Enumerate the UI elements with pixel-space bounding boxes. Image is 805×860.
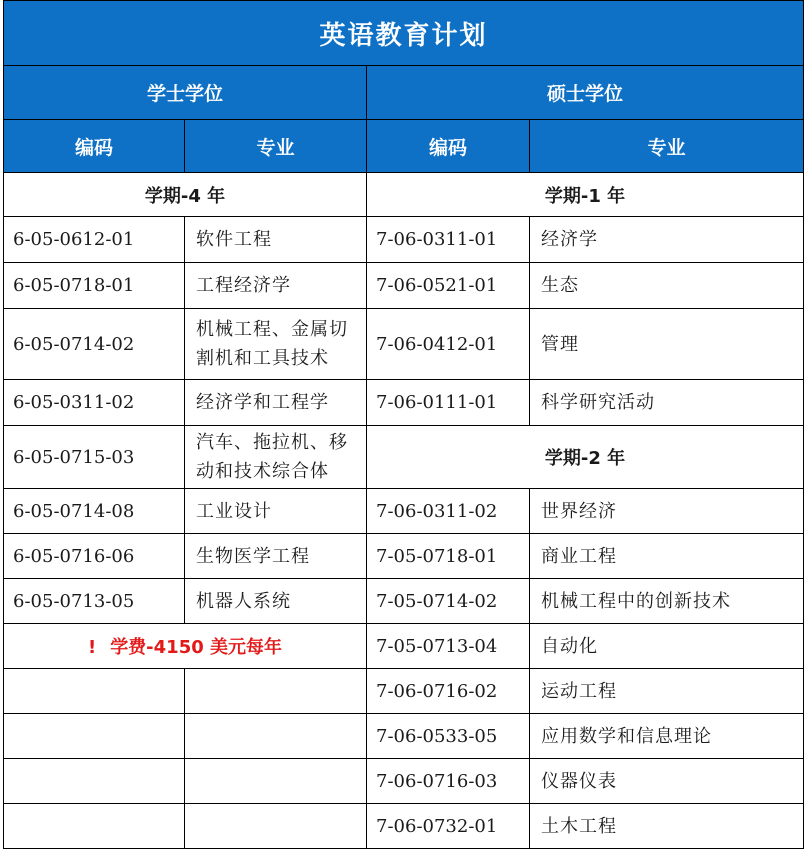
table-row <box>4 534 804 579</box>
empty-cell <box>185 759 367 804</box>
bachelor-code: 6-05-0715-03 <box>4 426 185 489</box>
tuition-fee-text: 学费-4150 美元每年 <box>110 637 283 658</box>
master-major-header: 专业 <box>530 120 804 173</box>
master-major: 应用数学和信息理论 <box>530 714 804 759</box>
master-major: 商业工程 <box>530 534 804 579</box>
bachelor-code-header: 编码 <box>4 120 185 173</box>
bachelor-code: 6-05-0714-08 <box>4 489 185 534</box>
master-code: 7-05-0713-04 <box>367 624 530 669</box>
fee-exclamation: ! <box>87 637 97 658</box>
master-semester-1: 学期-1 年 <box>367 173 804 217</box>
master-major: 世界经济 <box>530 489 804 534</box>
master-code: 7-05-0714-02 <box>367 579 530 624</box>
master-code-header: 编码 <box>367 120 530 173</box>
education-plan-table <box>3 0 804 849</box>
master-major: 科学研究活动 <box>530 380 804 426</box>
table-row <box>4 669 804 714</box>
bachelor-code: 6-05-0716-06 <box>4 534 185 579</box>
bachelor-semester: 学期-4 年 <box>4 173 367 217</box>
bachelor-major: 经济学和工程学 <box>185 380 367 426</box>
table-title: 英语教育计划 <box>4 1 804 66</box>
bachelor-major: 汽车、拖拉机、移动和技术综合体 <box>185 426 367 489</box>
empty-cell <box>185 669 367 714</box>
bachelor-code: 6-05-0714-02 <box>4 309 185 380</box>
empty-cell <box>185 804 367 849</box>
master-code: 7-06-0716-02 <box>367 669 530 714</box>
bachelor-major: 工业设计 <box>185 489 367 534</box>
master-code: 7-06-0311-01 <box>367 217 530 263</box>
master-header: 硕士学位 <box>367 66 804 120</box>
table-row <box>4 759 804 804</box>
master-major: 土木工程 <box>530 804 804 849</box>
table-row <box>4 263 804 309</box>
bachelor-major: 机器人系统 <box>185 579 367 624</box>
empty-cell <box>4 804 185 849</box>
table-row <box>4 579 804 624</box>
master-major: 仪器仪表 <box>530 759 804 804</box>
table-row <box>4 426 804 489</box>
bachelor-major: 工程经济学 <box>185 263 367 309</box>
master-code: 7-06-0533-05 <box>367 714 530 759</box>
master-code: 7-06-0412-01 <box>367 309 530 380</box>
table-row <box>4 714 804 759</box>
master-code: 7-06-0111-01 <box>367 380 530 426</box>
bachelor-code: 6-05-0311-02 <box>4 380 185 426</box>
master-major: 经济学 <box>530 217 804 263</box>
bachelor-major-header: 专业 <box>185 120 367 173</box>
bachelor-code: 6-05-0713-05 <box>4 579 185 624</box>
master-major: 自动化 <box>530 624 804 669</box>
empty-cell <box>185 714 367 759</box>
bachelor-header: 学士学位 <box>4 66 367 120</box>
master-code: 7-06-0311-02 <box>367 489 530 534</box>
master-code: 7-06-0521-01 <box>367 263 530 309</box>
bachelor-code: 6-05-0612-01 <box>4 217 185 263</box>
bachelor-major: 机械工程、金属切割机和工具技术 <box>185 309 367 380</box>
empty-cell <box>4 669 185 714</box>
table-row <box>4 309 804 380</box>
master-code: 7-05-0718-01 <box>367 534 530 579</box>
master-major: 运动工程 <box>530 669 804 714</box>
master-major: 机械工程中的创新技术 <box>530 579 804 624</box>
master-code: 7-06-0716-03 <box>367 759 530 804</box>
bachelor-major: 生物医学工程 <box>185 534 367 579</box>
empty-cell <box>4 759 185 804</box>
master-major: 管理 <box>530 309 804 380</box>
master-semester-2: 学期-2 年 <box>367 426 804 489</box>
table-row <box>4 624 804 669</box>
table-row <box>4 489 804 534</box>
master-major: 生态 <box>530 263 804 309</box>
table-row <box>4 804 804 849</box>
empty-cell <box>4 714 185 759</box>
table-row <box>4 380 804 426</box>
bachelor-major: 软件工程 <box>185 217 367 263</box>
master-code: 7-06-0732-01 <box>367 804 530 849</box>
bachelor-code: 6-05-0718-01 <box>4 263 185 309</box>
table-row <box>4 217 804 263</box>
tuition-fee-note <box>4 624 367 669</box>
